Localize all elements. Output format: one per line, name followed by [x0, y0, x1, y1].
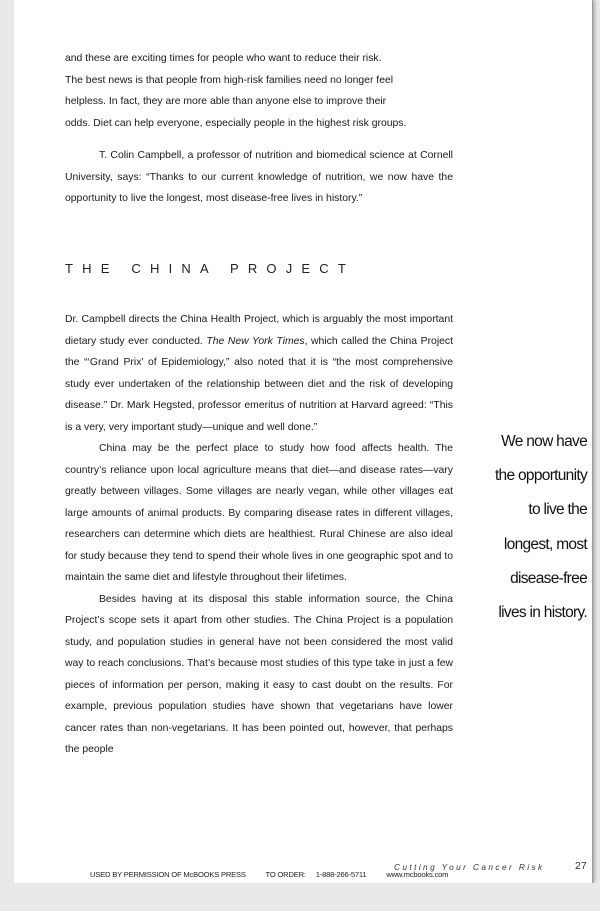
credit-bar — [0, 883, 600, 911]
text-line: helpless. In fact, they are more able than anyone else to improve their — [65, 96, 387, 107]
pull-quote — [461, 425, 587, 630]
pull-quote-line: the opportunity — [494, 467, 587, 485]
text-line: odds. Diet can help everyone, especially people in the highest risk groups. — [65, 117, 407, 129]
paragraph-population-study: Besides having at its disposal this stable information source, the China Project’s scope sets it apart from other studies. The China Project is a population study, and population studies in general have not been considered the most valid way to reach conclusions. That’s because most studies of this type take in just a few pieces of information per person, making it easy to cast doubt on the results. For example, previous population studies have shown that vegetarians have lower cancer rates than non-vegetarians. It has been pointed out, however, that perhaps the people — [65, 593, 453, 755]
para1-text-end: , which called the China Project the “‘Grand Prix’ of Epidemiology,” also noted that it is “the most comprehensive study ever undertaken of the relationship between diet and the risk of developing disease.” Dr. Mark Hegsted, professor emeritus of nutrition at Harvard agreed: “This is a very, very important study—unique and well done.” — [65, 335, 453, 433]
pull-quote-line: We now have — [501, 433, 587, 450]
pull-quote-line: longest, most — [503, 535, 587, 553]
pull-quote-line: lives in history. — [498, 604, 587, 622]
paragraph-china-place: China may be the perfect place to study how food affects health. The country’s reliance upon local agriculture means that diet—and disease rates—vary greatly between villages. Some villages are nearly vegan, while other villages eat large amounts of animal products. By comparing disease rates in different villages, researchers can determine which diets are healthiest. Rural Chinese are also ideal for study because they tend to spend their whole lives in one geographic spot and to maintain the same diet and lifestyle throughout their lifetimes. — [65, 443, 453, 583]
china-project-body — [65, 309, 453, 761]
order-phone: 1-888-266-5711 — [315, 870, 367, 879]
pull-quote-line: to live the — [528, 501, 587, 519]
text-line: The best news is that people from high-risk families need no longer feel — [65, 74, 394, 86]
para1-text-start: Dr. Campbell directs the China Health Project, which is arguably the most important dietary study ever conducted. — [65, 314, 453, 347]
pull-quote-line: disease-free — [510, 569, 587, 587]
newspaper-title: The New York Times — [206, 335, 305, 347]
page-number: 27 — [575, 860, 587, 872]
intro-paragraph — [65, 48, 453, 134]
order-label: TO ORDER: — [265, 870, 306, 879]
section-heading: THE CHINA PROJECT — [65, 261, 356, 276]
permission-credit — [90, 870, 466, 879]
text-line: and these are exciting times for people who want to reduce their risk. — [65, 53, 382, 64]
paragraph-dietary-study — [65, 309, 453, 438]
running-footer: Cutting Your Cancer Risk — [394, 862, 545, 872]
campbell-quote-paragraph — [65, 145, 453, 210]
publisher-website: www.mcbooks.com — [386, 870, 449, 879]
permission-text: USED BY PERMISSION OF McBOOKS PRESS — [90, 870, 246, 879]
campbell-quote-text: T. Colin Campbell, a professor of nutrition and biomedical science at Cornell University, says: “Thanks to our current knowledge of nutrition, we now have the opportunity to live the longest, most disease-free lives in history.” — [65, 150, 453, 204]
book-page — [14, 0, 593, 883]
